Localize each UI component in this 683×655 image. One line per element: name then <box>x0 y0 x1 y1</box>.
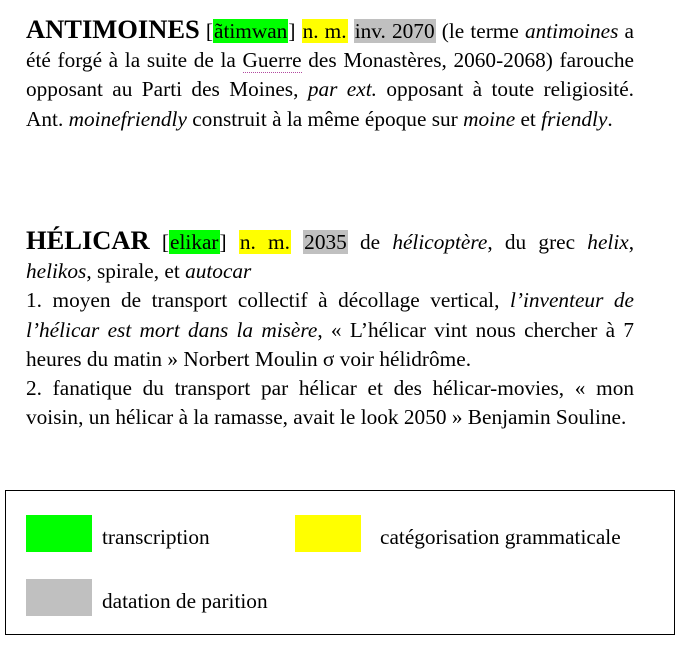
italic-term: moinefriendly <box>68 106 187 131</box>
bracket-close: ] <box>288 19 302 43</box>
etymology-text: , spirale, et <box>86 259 186 284</box>
italic-term: hélicoptère <box>392 230 488 254</box>
etymology-text: de <box>347 230 393 254</box>
italic-term: autocar <box>185 259 252 284</box>
italic-term: antimoines <box>524 19 619 43</box>
italic-term: par ext. <box>307 77 377 102</box>
legend-box <box>5 490 675 635</box>
definition-text: a été forgé à la suite de la <box>26 19 635 73</box>
transcription-highlight: ãtimwan <box>214 19 288 43</box>
legend-swatch-datation <box>26 579 92 616</box>
italic-term: moine <box>463 106 516 131</box>
category-highlight: n. m. <box>302 19 347 43</box>
transcription-highlight: elikar <box>170 230 219 254</box>
legend-swatch-transcription <box>26 515 92 552</box>
datation-highlight: inv. 2070 <box>354 19 435 43</box>
sense-1: 1. moyen de transport collectif à décollage vertical, l’inventeur de l’hélicar est mort dans la misère, « L’hélicar vint nous chercher à 7 heures du matin » Norbert Moulin σ voir hélidrôme. <box>26 288 635 371</box>
datation-highlight: 2035 <box>304 230 347 254</box>
definition-text: des Monastères, 2060-2068) farouche opposant au Parti des Moines, <box>26 48 635 102</box>
italic-term: helix <box>587 230 629 254</box>
legend-swatch-categorisation <box>295 515 361 552</box>
etymology-text: , du grec <box>487 230 588 254</box>
bracket-open: [ <box>149 230 170 254</box>
definition-text: opposant à toute religiosité. Ant. <box>26 77 634 131</box>
category-highlight: n. m. <box>239 230 290 254</box>
spellcheck-word: Guerre <box>242 48 302 73</box>
legend-label-transcription: transcription <box>102 525 210 549</box>
definition-text: (le terme <box>435 19 525 43</box>
headword: ANTIMOINES <box>26 14 200 44</box>
bracket-close: ] <box>219 230 239 254</box>
headword: HÉLICAR <box>26 225 150 255</box>
entry-header: HÉLICAR [elikar] n. m. 2035 de hélicoptère, du grec helix, helikos, spirale, et autocar <box>26 225 635 284</box>
italic-term: helikos <box>26 259 87 284</box>
bracket-open: [ <box>199 19 213 43</box>
entry-helicar <box>26 226 634 432</box>
sense-2: 2. fanatique du transport par hélicar et des hélicar-movies, « mon voisin, un hélicar à la ramasse, avait le look 2050 » Benjamin Souline. <box>26 376 634 430</box>
italic-term: friendly <box>541 106 608 131</box>
entry-antimoines: ANTIMOINES [ãtimwan] n. m. inv. 2070 (le terme antimoines a été forgé à la suite de la Guerre des Monastères, 2060-2068) farouche opposant au Parti des Moines, par ext. opposant à toute religiosité. Ant. moinefriendly construit à la même époque sur moine et friendly. <box>26 14 635 131</box>
legend-label-datation: datation de parition <box>102 589 268 613</box>
definition-text: et <box>515 106 542 131</box>
example-italic: l’inventeur de l’hélicar est mort dans la misère <box>26 288 634 342</box>
legend-label-categorisation: catégorisation grammaticale <box>380 525 621 549</box>
definition-text: construit à la même époque sur <box>186 106 464 131</box>
